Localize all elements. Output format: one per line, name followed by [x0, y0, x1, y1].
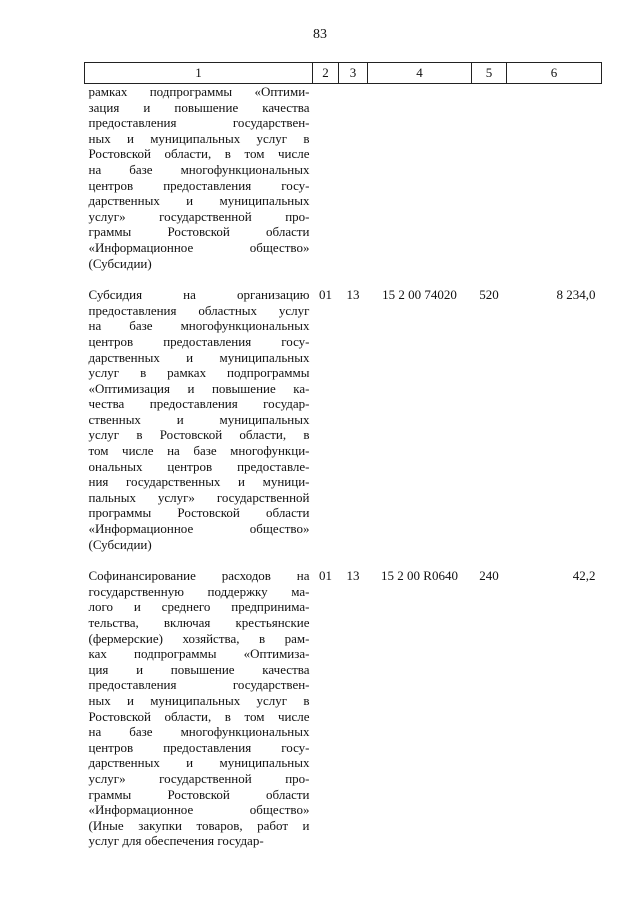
description-line: (Иные закупки товаров, работ и: [88, 817, 310, 833]
target-article-code: [368, 84, 472, 284]
description-line: центров предоставления госу-: [88, 333, 310, 349]
expense-type-code: 240: [479, 568, 499, 584]
description-line: дарственных и муниципальных: [88, 349, 310, 365]
description-line: дарственных и муниципальных: [88, 193, 310, 209]
description-line: услуг в Ростовской области, в: [88, 427, 310, 443]
description-line: предоставления областных услуг: [88, 302, 310, 318]
description-line: чества предоставления государ-: [88, 396, 310, 412]
description-line: пальных услуг» государственной: [88, 489, 310, 505]
description-line: «Информационное общество»: [88, 802, 310, 818]
description-line: рамках подпрограммы «Оптими-: [88, 84, 310, 99]
table-row: [85, 84, 602, 284]
description-line: государственную поддержку ма-: [88, 583, 310, 599]
description-line: «Информационное общество»: [88, 239, 310, 255]
expense-type-code: 520: [479, 287, 499, 303]
description-line: услуг для обеспечения государ-: [88, 833, 264, 849]
subsection-code: 13: [346, 568, 360, 584]
row-description: [85, 283, 313, 564]
amount: 8 234,0: [556, 287, 596, 303]
description-line: Софинансирование расходов на: [88, 568, 310, 584]
description-line: (Субсидии): [88, 536, 152, 552]
row-description: [85, 564, 313, 849]
description-line: ция и повышение качества: [88, 661, 310, 677]
description-line: услуг» государственной про-: [88, 208, 310, 224]
description-line: (фермерские) хозяйства, в рам-: [88, 630, 310, 646]
row-description: [85, 84, 313, 284]
column-header-1: 1: [85, 63, 313, 84]
description-line: ственных и муниципальных: [88, 411, 310, 427]
description-line: Ростовской области, в том числе: [88, 708, 310, 724]
description-line: на базе многофункциональных: [88, 724, 310, 740]
description-line: центров предоставления госу-: [88, 739, 310, 755]
table-row: [85, 564, 602, 849]
description-line: предоставления государствен-: [88, 115, 310, 131]
section-code: 01: [319, 568, 332, 584]
description-line: граммы Ростовской области: [88, 786, 310, 802]
column-header-4: 4: [368, 63, 472, 84]
description-line: ках подпрограммы «Оптимиза-: [88, 646, 310, 662]
description-line: граммы Ростовской области: [88, 224, 310, 240]
subsection-code: 13: [346, 287, 360, 303]
page-number: 83: [313, 27, 327, 42]
section-code: 01: [319, 287, 332, 303]
description-line: ных и муниципальных услуг в: [88, 130, 310, 146]
amount: 42,2: [572, 568, 596, 584]
column-header-2: 2: [313, 63, 339, 84]
description-line: услуг» государственной про-: [88, 770, 310, 786]
table-row: [85, 283, 602, 564]
description-line: «Оптимизация и повышение ка-: [88, 380, 310, 396]
description-line: программы Ростовской области: [88, 505, 310, 521]
header-row: [85, 63, 602, 84]
description-line: на базе многофункциональных: [88, 318, 310, 334]
description-line: центров предоставления госу-: [88, 177, 310, 193]
column-header-6: 6: [507, 63, 602, 84]
column-header-5: 5: [472, 63, 507, 84]
description-line: (Субсидии): [88, 255, 152, 271]
expense-type-code: [472, 84, 507, 284]
description-line: предоставления государствен-: [88, 677, 310, 693]
target-article-code: 15 2 00 74020: [382, 287, 457, 303]
description-line: ния государственных и муници-: [88, 474, 310, 490]
target-article-code: 15 2 00 R0640: [381, 568, 458, 584]
description-line: ных и муниципальных услуг в: [88, 692, 310, 708]
description-line: на базе многофункциональных: [88, 161, 310, 177]
subsection-code: [339, 84, 368, 284]
description-line: зация и повышение качества: [88, 99, 310, 115]
description-line: ональных центров предоставле-: [88, 458, 310, 474]
description-line: услуг в рамках подпрограммы: [88, 365, 310, 381]
description-line: Субсидия на организацию: [88, 287, 310, 303]
description-line: том числе на базе многофункци-: [88, 443, 310, 459]
amount: [507, 84, 602, 284]
column-header-3: 3: [339, 63, 368, 84]
section-code: [313, 84, 339, 284]
description-line: «Информационное общество»: [88, 521, 310, 537]
description-line: лого и среднего предпринима-: [88, 599, 310, 615]
description-line: дарственных и муниципальных: [88, 755, 310, 771]
description-line: тельства, включая крестьянские: [88, 615, 310, 630]
budget-table: [84, 62, 602, 849]
description-line: Ростовской области, в том числе: [88, 146, 310, 162]
